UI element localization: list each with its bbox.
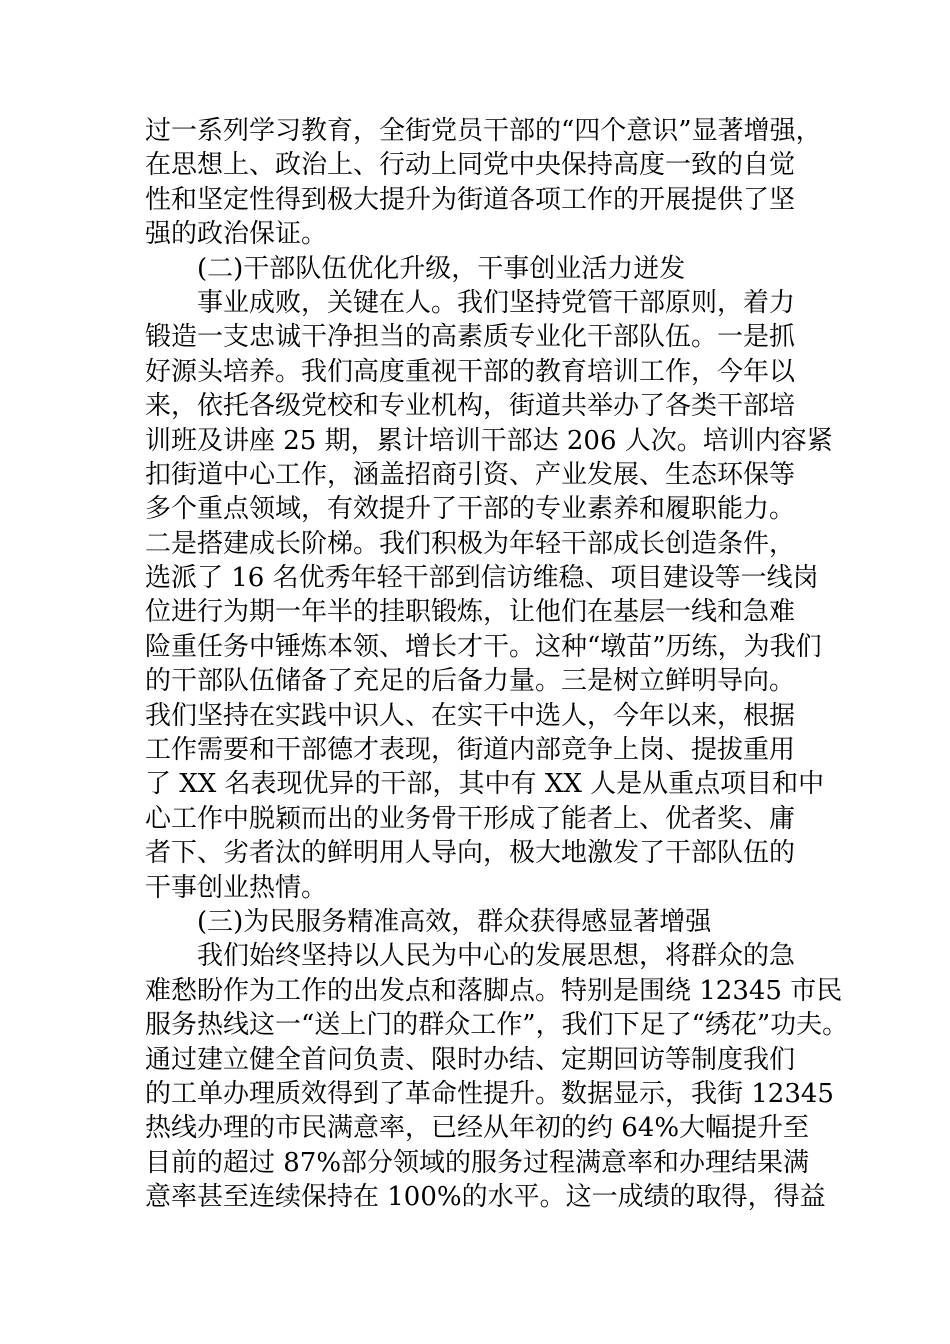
paragraph-start: 事业成败，关键在人。我们坚持党管干部原则，着力 xyxy=(197,287,796,318)
paragraph-start: 我们始终坚持以人民为中心的发展思想，将群众的急 xyxy=(197,941,796,972)
text-line: 难愁盼作为工作的出发点和落脚点。特别是围绕 12345 市民 xyxy=(145,975,843,1006)
text-line: 热线办理的市民满意率，已经从年初的约 64%大幅提升至 xyxy=(145,1113,810,1144)
text-line: 好源头培养。我们高度重视干部的教育培训工作，今年以 xyxy=(145,356,796,387)
text-line: 训班及讲座 25 期，累计培训干部达 206 人次。培训内容紧 xyxy=(145,425,833,456)
text-line: 多个重点领域，有效提升了干部的专业素养和履职能力。 xyxy=(145,494,796,525)
text-line: 的工单办理质效得到了革命性提升。数据显示，我街 12345 xyxy=(145,1078,834,1109)
section-heading-2: (二)干部队伍优化升级，干事创业活力迸发 xyxy=(197,253,686,284)
text-line: 意率甚至连续保持在 100%的水平。这一成绩的取得，得益 xyxy=(145,1182,826,1213)
text-line: 过一系列学习教育，全街党员干部的“四个意识”显著增强， xyxy=(145,116,822,146)
text-line: 服务热线这一“送上门的群众工作”，我们下足了“绣花”功夫。 xyxy=(145,1010,849,1041)
text-line: 的干部队伍储备了充足的后备力量。三是树立鲜明导向。 xyxy=(145,666,796,697)
text-line: 我们坚持在实践中识人、在实干中选人，今年以来，根据 xyxy=(145,700,796,731)
text-line: 强的政治保证。 xyxy=(145,219,328,250)
text-line: 选派了 16 名优秀年轻干部到信访维稳、项目建设等一线岗 xyxy=(145,563,819,594)
text-line: 锻造一支忠诚干净担当的高素质专业化干部队伍。一是抓 xyxy=(145,322,796,353)
text-line: 二是搭建成长阶梯。我们积极为年轻干部成长创造条件， xyxy=(145,528,796,559)
text-line: 通过建立健全首问负责、限时办结、定期回访等制度我们 xyxy=(145,1044,796,1075)
section-heading-3: (三)为民服务精准高效，群众获得感显著增强 xyxy=(197,906,712,937)
text-line: 了 XX 名表现优异的干部，其中有 XX 人是从重点项目和中 xyxy=(145,769,825,800)
text-line: 性和坚定性得到极大提升为街道各项工作的开展提供了坚 xyxy=(145,184,796,215)
text-line: 在思想上、政治上、行动上同党中央保持高度一致的自觉 xyxy=(145,150,796,181)
text-line: 来，依托各级党校和专业机构，街道共举办了各类干部培 xyxy=(145,391,796,422)
text-line: 险重任务中锤炼本领、增长才干。这种“墩苗”历练，为我们 xyxy=(145,631,822,662)
text-line: 工作需要和干部德才表现，街道内部竞争上岗、提拔重用 xyxy=(145,735,796,766)
text-line: 者下、劣者汰的鲜明用人导向，极大地激发了干部队伍的 xyxy=(145,838,796,869)
text-line: 扣街道中心工作，涵盖招商引资、产业发展、生态环保等 xyxy=(145,459,796,490)
text-line: 心工作中脱颖而出的业务骨干形成了能者上、优者奖、庸 xyxy=(145,803,796,834)
text-line: 目前的超过 87%部分领域的服务过程满意率和办理结果满 xyxy=(145,1147,810,1178)
text-line: 位进行为期一年半的挂职锻炼，让他们在基层一线和急难 xyxy=(145,597,796,628)
document-body xyxy=(145,114,849,1215)
text-line: 干事创业热情。 xyxy=(145,872,328,903)
